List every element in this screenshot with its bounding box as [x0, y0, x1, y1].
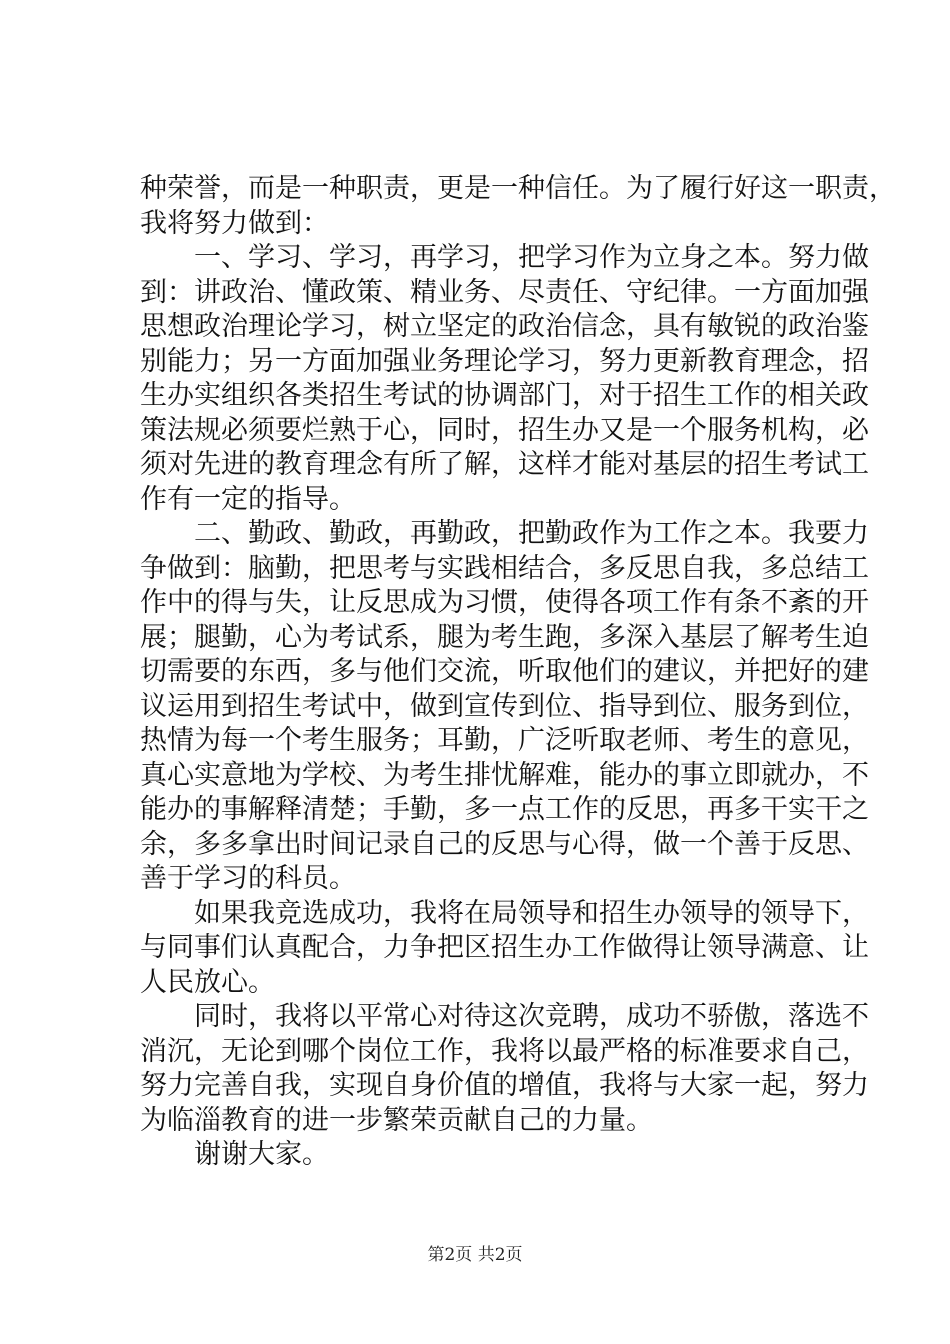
text-line: 展；腿勤，心为考试系，腿为考生跑，多深入基层了解考生迫 — [140, 621, 869, 653]
text-line: 余，多多拿出时间记录自己的反思与心得，做一个善于反思、 — [140, 828, 869, 860]
text-line: 策法规必须要烂熟于心，同时，招生办又是一个服务机构，必 — [140, 414, 869, 446]
text-line: 真心实意地为学校、为考生排忧解难，能办的事立即就办，不 — [140, 759, 869, 791]
text-line: 二、勤政、勤政，再勤政，把勤政作为工作之本。我要力 — [140, 518, 869, 549]
page-footer — [0, 1244, 950, 1266]
text-line: 切需要的东西，多与他们交流，听取他们的建议，并把好的建 — [140, 656, 869, 687]
text-line: 争做到：脑勤，把思考与实践相结合，多反思自我，多总结工 — [140, 552, 869, 584]
text-line: 作中的得与失，让反思成为习惯，使得各项工作有条不紊的开 — [140, 587, 869, 618]
text-line: 须对先进的教育理念有所了解，这样才能对基层的招生考试工 — [140, 449, 869, 480]
text-line: 热情为每一个考生服务；耳勤，广泛听取老师、考生的意见， — [140, 725, 869, 756]
text-line: 人民放心。 — [140, 966, 275, 998]
text-line: 善于学习的科员。 — [140, 863, 356, 894]
text-line: 与同事们认真配合，力争把区招生办工作做得让领导满意、让 — [140, 932, 869, 963]
text-line: 生办实组织各类招生考试的协调部门，对于招生工作的相关政 — [140, 380, 869, 411]
text-line: 思想政治理论学习，树立坚定的政治信念，具有敏锐的政治鉴 — [140, 311, 869, 342]
text-line: 能办的事解释清楚；手勤，多一点工作的反思，再多干实干之 — [140, 794, 869, 825]
text-line: 为临淄教育的进一步繁荣贡献自己的力量。 — [140, 1104, 653, 1136]
text-line: 我将努力做到： — [140, 207, 329, 239]
text-line: 同时，我将以平常心对待这次竞聘，成功不骄傲，落选不 — [140, 1001, 869, 1032]
page-number: 第2页 共2页 — [427, 1245, 523, 1265]
text-line: 到：讲政治、懂政策、精业务、尽责任、守纪律。一方面加强 — [140, 276, 869, 308]
text-line: 作有一定的指导。 — [140, 483, 356, 515]
document-body — [140, 172, 896, 1173]
text-line: 谢谢大家。 — [140, 1139, 329, 1170]
text-line: 别能力；另一方面加强业务理论学习，努力更新教育理念，招 — [140, 345, 869, 377]
text-line: 如果我竞选成功，我将在局领导和招生办领导的领导下， — [140, 897, 869, 929]
text-line: 种荣誉，而是一种职责，更是一种信任。为了履行好这一职责， — [140, 173, 896, 204]
text-line: 努力完善自我，实现自身价值的增值，我将与大家一起，努力 — [140, 1070, 869, 1101]
text-line: 消沉，无论到哪个岗位工作，我将以最严格的标准要求自己， — [140, 1035, 869, 1067]
text-line: 议运用到招生考试中，做到宣传到位、指导到位、服务到位， — [140, 690, 869, 722]
text-line: 一、学习、学习，再学习，把学习作为立身之本。努力做 — [140, 242, 869, 273]
